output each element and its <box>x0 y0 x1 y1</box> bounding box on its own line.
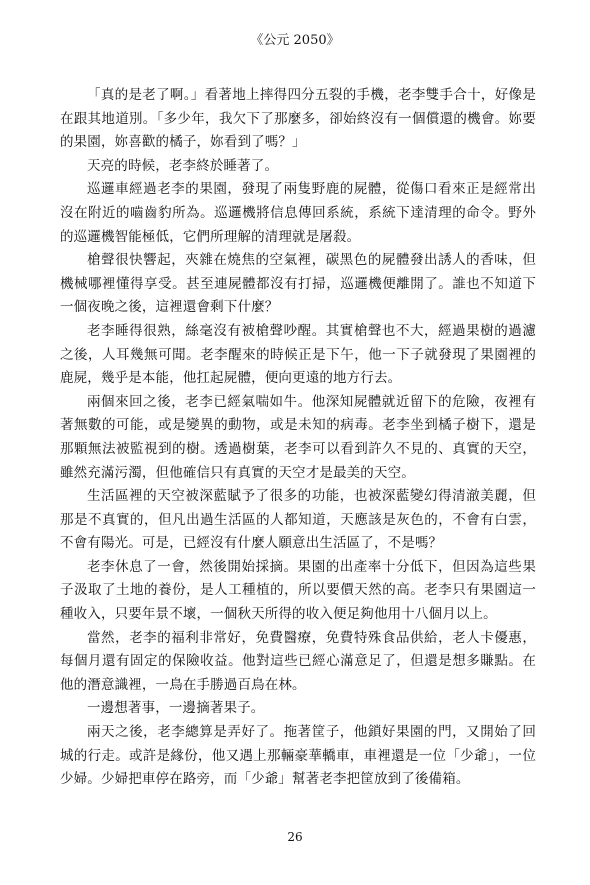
paragraph: 老李睡得很熟，絲毫沒有被槍聲吵醒。其實槍聲也不大，經過果樹的過濾之後，人耳幾無可聞。老李醒來的時候正是下午，他一下子就發現了果園裡的鹿屍，幾乎是本能，他扛起屍體，便向更遠的地方行去。 <box>60 322 536 387</box>
page-number: 26 <box>287 830 303 844</box>
paragraph: 兩天之後，老李總算是弄好了。拖著筐子，他鎖好果園的門，又開始了回城的行走。或許是緣份，他又遇上那輛豪華轎車，車裡還是一位「少爺」，一位少婦。少婦把車停在路旁，而「少爺」幫著老李把筐放到了後備箱。 <box>60 724 536 788</box>
paragraph: 「真的是老了啊。」看著地上摔得四分五裂的手機，老李雙手合十，好像是在跟其地道別。「多少年，我欠下了那麼多，卻始終沒有一個償還的機會。妳要的果園，妳喜歡的橘子，妳看到了嗎？」 <box>60 87 536 151</box>
paragraph: 生活區裡的天空被深藍賦予了很多的功能，也被深藍變幻得清澈美麗，但那是不真實的，但凡出過生活區的人都知道，天應該是灰色的，不會有白雲，不會有陽光。可是，已經沒有什麼人願意出生活區了，不是嗎？ <box>60 488 536 552</box>
paragraph: 一邊想著事，一邊摘著果子。 <box>87 700 265 717</box>
paragraph: 巡邏車經過老李的果園，發現了兩隻野鹿的屍體，從傷口看來正是經常出沒在附近的嚙齒豹所為。巡邏機將信息傳回系統，系統下達清理的命令。野外的巡邏機智能極低，它們所理解的清理就是屠殺。 <box>60 181 536 245</box>
paragraph: 兩個來回之後，老李已經氣喘如牛。他深知屍體就近留下的危險，夜裡有著無數的可能，或是變異的動物，或是未知的病毒。老李坐到橘子樹下，還是那顆無法被監視到的樹。透過樹葉，老李可以看到許久不見的、真實的天空，雖然充滿污濁，但他確信只有真實的天空才是最美的天空。 <box>60 393 536 481</box>
body-text <box>60 84 536 792</box>
page-header-title: 《公元 2050》 <box>250 33 340 48</box>
paragraph: 老李休息了一會，然後開始採摘。果園的出產率十分低下，但因為這些果子汲取了土地的養份，是人工種植的，所以要價天然的高。老李只有果園這一種收入，只要年景不壞，一個秋天所得的收入便足夠他用十八個月以上。 <box>60 558 536 623</box>
paragraph: 槍聲很快響起，夾雜在燒焦的空氣裡，碳黑色的屍體發出誘人的香味，但機械哪裡懂得享受。甚至連屍體都沒有打掃，巡邏機便離開了。誰也不知道下一個夜晚之後，這裡還會剩下什麼？ <box>60 252 536 316</box>
paragraph: 當然，老李的福利非常好，免費醫療，免費特殊食品供給，老人卡優惠，每個月還有固定的保險收益。他對這些已經心滿意足了，但還是想多賺點。在他的潛意識裡，一鳥在手勝過百鳥在林。 <box>60 629 536 693</box>
paragraph: 天亮的時候，老李終於睡著了。 <box>87 157 279 174</box>
